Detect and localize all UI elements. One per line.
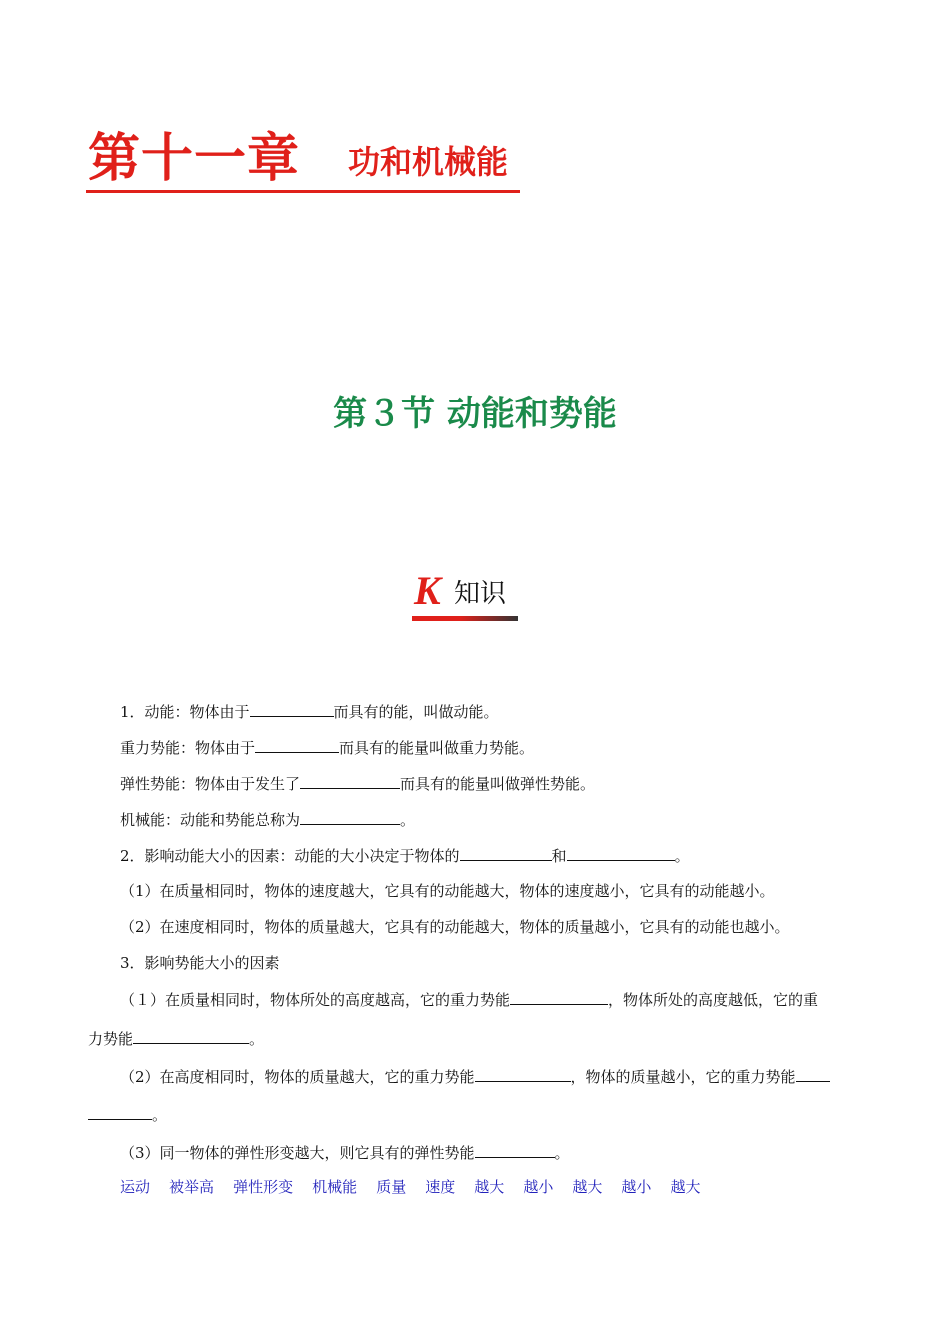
fill-blank[interactable] [250, 701, 334, 717]
paragraph-mass: （2）在高度相同时，物体的质量越大，它的重力势能 ，物体的质量越小，它的重力势能 [120, 1066, 830, 1087]
fill-blank[interactable] [796, 1066, 830, 1082]
fill-blank[interactable] [567, 845, 675, 861]
fill-blank[interactable] [255, 737, 339, 753]
answer: 越大 [670, 1178, 701, 1196]
answer: 越大 [572, 1178, 603, 1196]
paragraph-height-cont: 力势能 。 [88, 1030, 265, 1048]
paragraph-height: （１）在质量相同时，物体所处的高度越高，它的重力势能 ，物体所处的高度越低，它的重 [120, 991, 819, 1009]
answer: 越小 [523, 1178, 554, 1196]
paragraph-speed-same: （2）在速度相同时，物体的质量越大，它具有的动能越大，物体的质量越小，它具有的动能也越小。 [120, 918, 790, 936]
chapter-heading [86, 128, 520, 193]
paragraph-gravity: 重力势能：物体由于 而具有的能量叫做重力势能。 [120, 739, 535, 757]
answer: 速度 [425, 1178, 456, 1196]
fill-blank[interactable] [300, 809, 400, 825]
fill-blank[interactable] [510, 989, 608, 1005]
badge-underline [412, 616, 518, 621]
fill-blank[interactable] [460, 845, 552, 861]
chapter-name: 功和机械能 [348, 143, 509, 181]
badge-text: 知识 [454, 579, 507, 609]
k-letter-icon: K [414, 568, 441, 613]
paragraph-potential-factors: 3．影响势能大小的因素 [120, 954, 280, 972]
paragraph-kinetic: 1．动能：物体由于 而具有的能，叫做动能。 [120, 703, 499, 721]
answer: 越小 [621, 1178, 652, 1196]
paragraph-elastic-deform: （3）同一物体的弹性形变越大，则它具有的弹性势能 。 [120, 1144, 570, 1162]
paragraph-elastic: 弹性势能：物体由于发生了 而具有的能量叫做弹性势能。 [120, 775, 596, 793]
answer: 质量 [376, 1178, 407, 1196]
fill-blank[interactable] [300, 773, 400, 789]
answer: 机械能 [312, 1178, 358, 1196]
answer: 越大 [474, 1178, 505, 1196]
paragraph-mechanical: 机械能：动能和势能总称为 。 [120, 811, 416, 829]
fill-blank[interactable] [475, 1142, 555, 1158]
paragraph-kinetic-factors: 2．影响动能大小的因素：动能的大小决定于物体的 和 。 [120, 847, 690, 865]
fill-blank[interactable] [88, 1104, 152, 1120]
section-title: 第３节 动能和势能 [333, 394, 617, 434]
fill-blank[interactable] [475, 1066, 571, 1082]
paragraph-mass-same: （1）在质量相同时，物体的速度越大，它具有的动能越大，物体的速度越小，它具有的动能越小。 [120, 882, 775, 900]
fill-blank[interactable] [133, 1028, 249, 1044]
chapter-number: 第十一章 [88, 129, 301, 189]
knowledge-badge [412, 568, 518, 622]
answer-key [120, 1176, 710, 1197]
answer: 被举高 [169, 1178, 215, 1196]
paragraph-mass-cont: 。 [88, 1104, 167, 1125]
answer: 运动 [120, 1178, 151, 1196]
answer: 弹性形变 [233, 1178, 294, 1196]
